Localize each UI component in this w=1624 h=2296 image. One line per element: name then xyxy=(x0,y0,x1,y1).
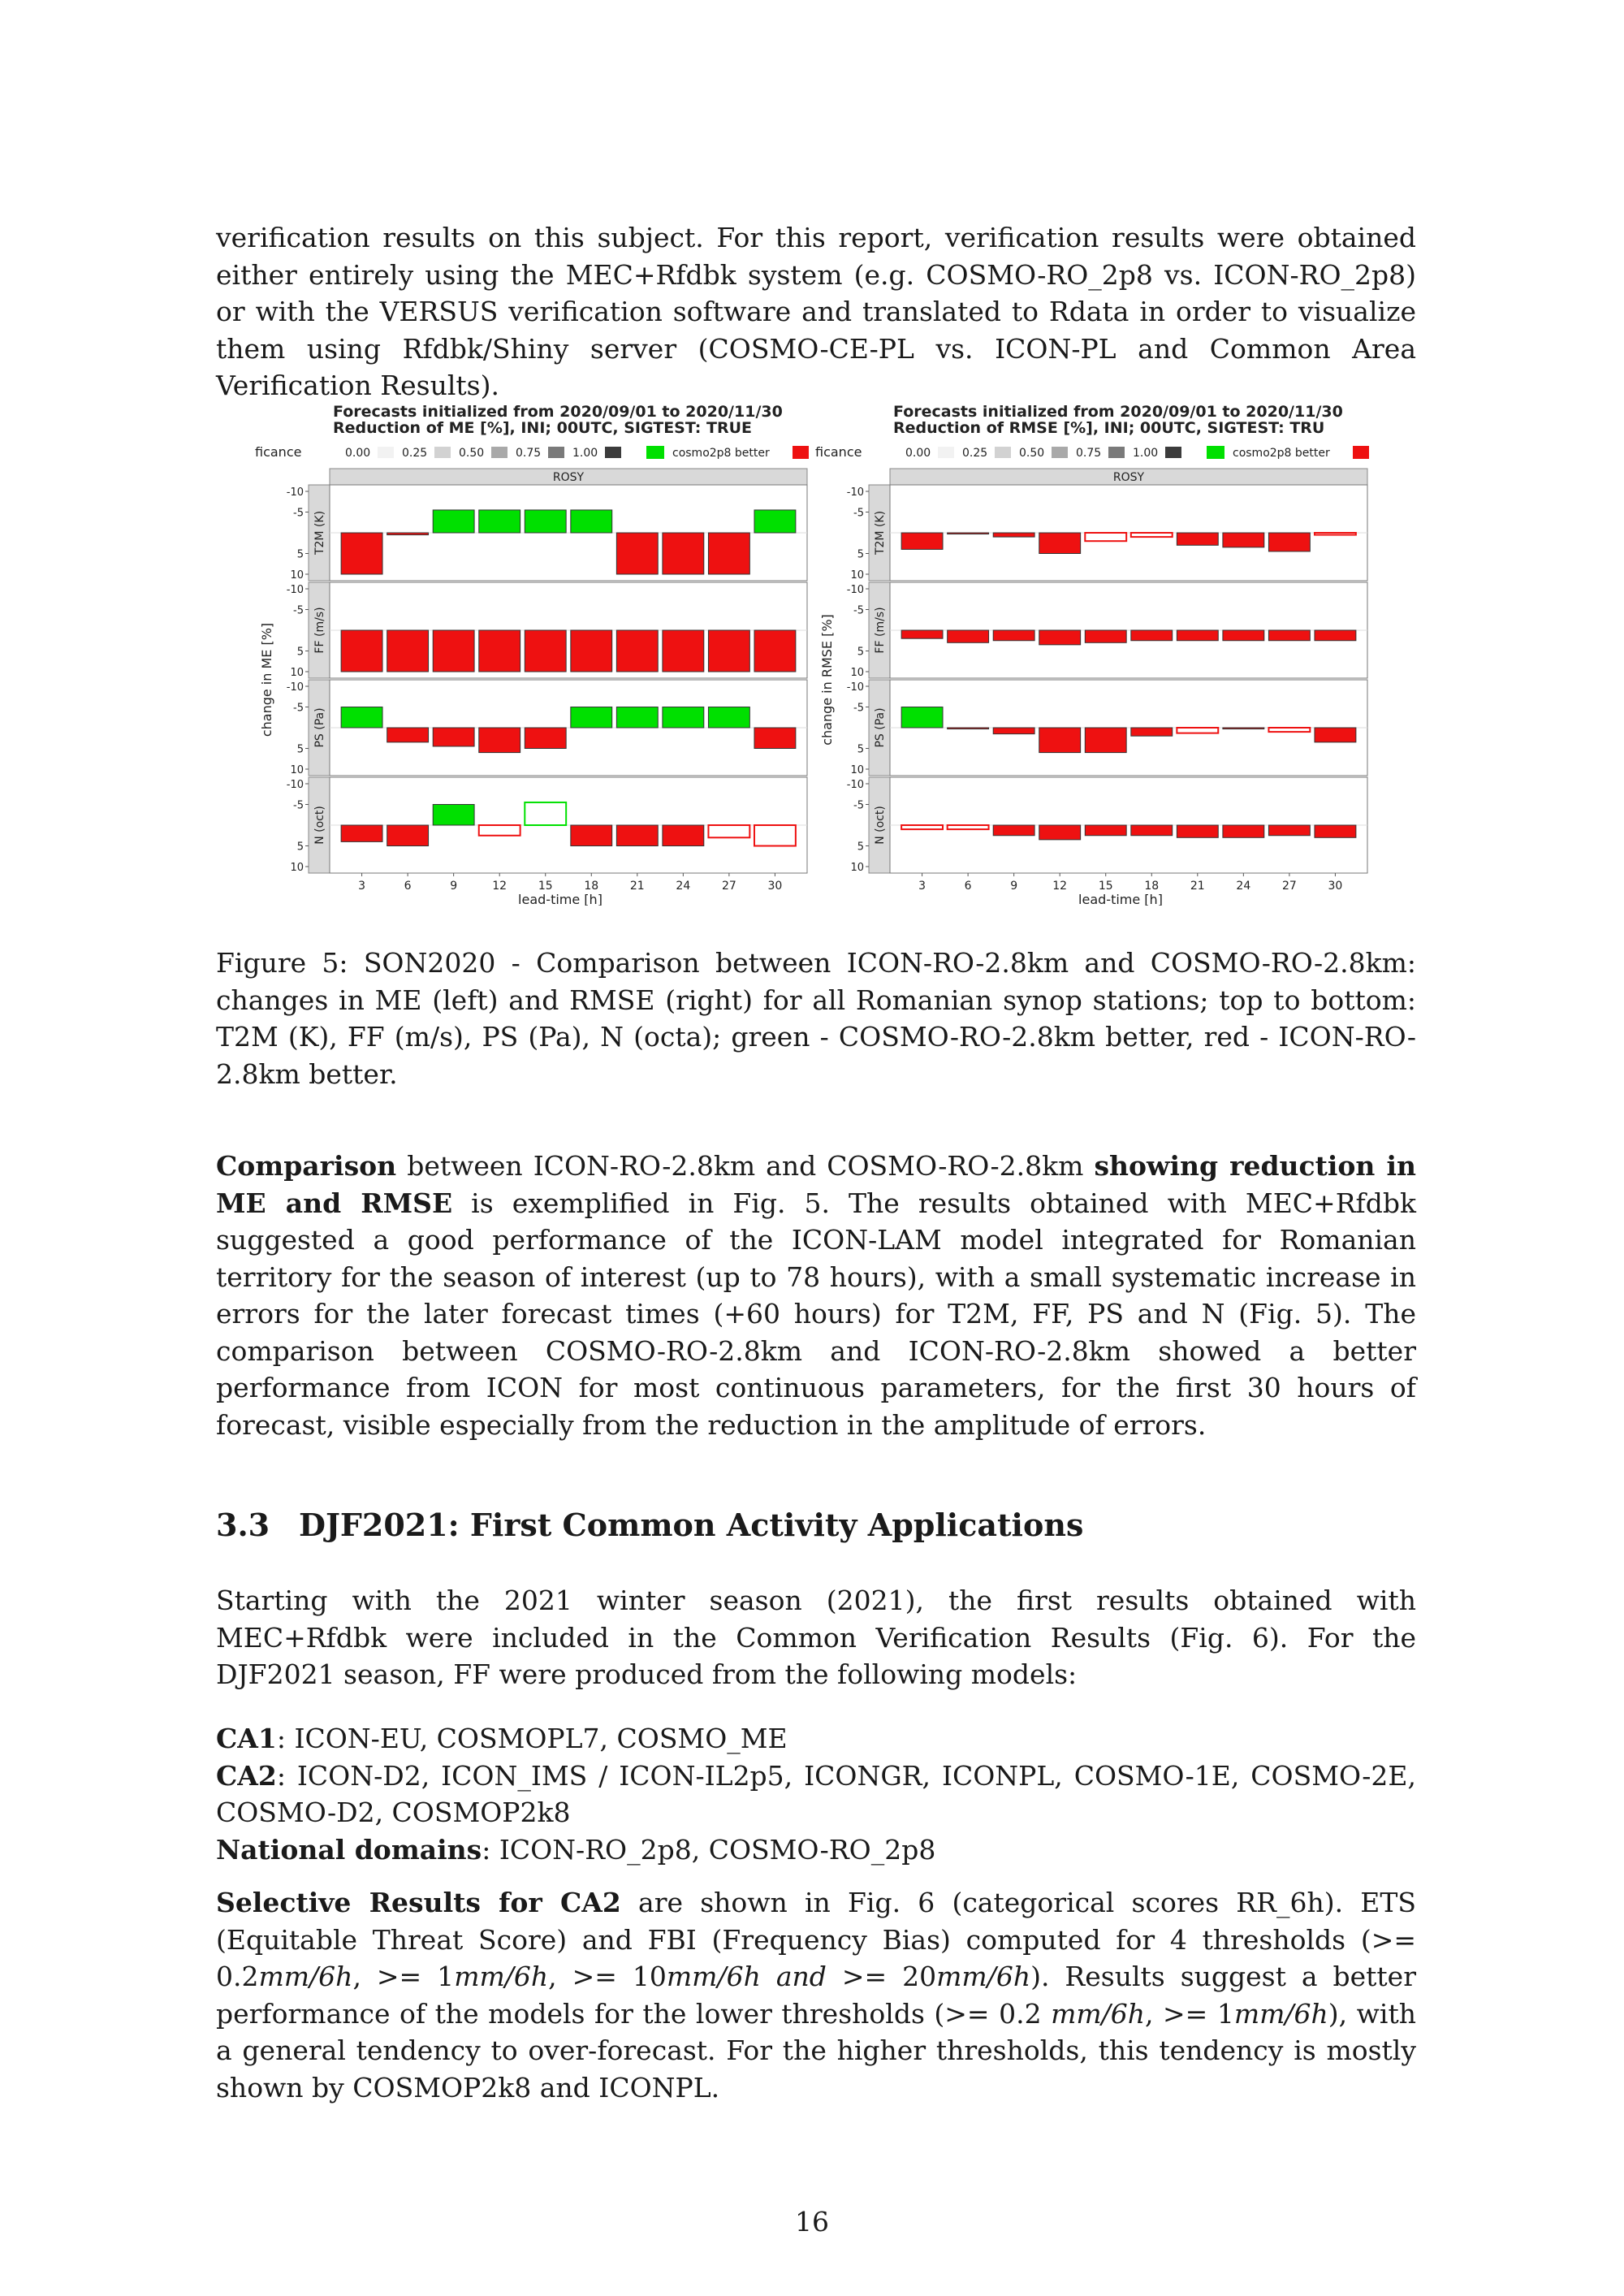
bar xyxy=(571,825,612,846)
bar xyxy=(1268,533,1310,551)
selective-results-paragraph xyxy=(216,1884,1416,2106)
sel-text: , >= 1 xyxy=(352,1961,455,1992)
sel-math: mm/6h xyxy=(258,1961,353,1992)
legend-swatch xyxy=(548,447,564,458)
bar xyxy=(1085,825,1126,836)
legend-value: 0.00 xyxy=(905,447,931,460)
model-list xyxy=(216,1720,1416,1868)
page-number: 16 xyxy=(795,2206,829,2238)
bar xyxy=(663,630,704,672)
legend-green-swatch xyxy=(1207,446,1224,459)
x-axis-label: lead-time [h] xyxy=(1078,892,1163,906)
bar xyxy=(1177,728,1218,733)
bar xyxy=(1268,825,1310,836)
x-tick-label: 12 xyxy=(1052,880,1068,893)
bar xyxy=(433,805,474,826)
x-tick-label: 30 xyxy=(767,880,783,893)
bar xyxy=(1177,630,1218,641)
y-tick-label: -5 xyxy=(853,702,864,715)
legend-swatch xyxy=(1108,447,1125,458)
x-tick-label: 6 xyxy=(964,880,972,893)
legend-red-swatch xyxy=(1353,446,1369,459)
legend-better-label: cosmo2p8 better xyxy=(1233,447,1330,460)
legend-green-swatch xyxy=(646,446,664,459)
comparison-bold-1: Comparison xyxy=(216,1150,397,1182)
y-tick-label: -5 xyxy=(293,507,304,520)
sel-math: mm/6h xyxy=(936,1961,1031,1992)
y-tick-label: 5 xyxy=(296,841,304,854)
x-tick-label: 15 xyxy=(538,880,553,893)
bar xyxy=(616,533,658,574)
bar xyxy=(754,630,796,672)
bar xyxy=(433,510,474,533)
intro-paragraph: verification results on this subject. For this report, verification results were obtained either entirely using the MEC+Rfdbk system (e.g. COSMO-RO_2p8 vs. ICON-RO_2p8) or with the VERSUS verification software and translated to Rdata in order to visualize them using Rfdbk/Shiny server (COSMO-CE-PL vs. ICON-PL and Common Area Verification Results). xyxy=(216,222,1416,401)
bar xyxy=(1039,825,1081,840)
list-text: : ICON-EU, COSMOPL7, COSMO_ME xyxy=(276,1723,788,1754)
sel-text: ), with a general tendency to over-forecast. For the higher thresholds, this tendency is mostly shown by COSMOP2k8 and ICONPL. xyxy=(216,1997,1416,2104)
section-title: DJF2021: First Common Activity Applications xyxy=(299,1507,1084,1543)
y-tick-label: -10 xyxy=(846,486,864,499)
x-tick-label: 3 xyxy=(918,880,926,893)
bar xyxy=(479,825,520,836)
bar xyxy=(433,630,474,672)
rmse-chart xyxy=(812,402,1372,906)
bar xyxy=(901,630,943,638)
legend-value: 0.50 xyxy=(1019,447,1045,460)
chart-title-2: Reduction of RMSE [%], INI; 00UTC, SIGTEST: TRU xyxy=(893,419,1325,437)
legend-swatch xyxy=(938,447,954,458)
x-tick-label: 27 xyxy=(721,880,736,893)
y-tick-label: -5 xyxy=(853,604,864,617)
section-number: 3.3 xyxy=(216,1507,270,1543)
x-tick-label: 12 xyxy=(492,880,508,893)
x-tick-label: 9 xyxy=(1010,880,1018,893)
bar xyxy=(901,825,943,829)
legend-value: 0.75 xyxy=(516,447,542,460)
y-tick-label: 10 xyxy=(290,569,304,582)
y-tick-label: 5 xyxy=(857,548,864,561)
comparison-paragraph xyxy=(216,1148,1416,1443)
legend-value: 1.00 xyxy=(1133,447,1159,460)
bar xyxy=(1039,728,1081,753)
bar xyxy=(571,707,612,729)
bar xyxy=(1085,630,1126,642)
y-tick-label: 10 xyxy=(290,764,304,776)
legend-value: 1.00 xyxy=(572,447,598,460)
bar xyxy=(479,630,520,672)
y-tick-label: -5 xyxy=(293,799,304,812)
x-tick-label: 27 xyxy=(1281,880,1297,893)
bar xyxy=(948,533,989,534)
djf-paragraph: Starting with the 2021 winter season (2021), the first results obtained with MEC+Rfdbk were included in the Common Verification Results (Fig. 6). For the DJF2021 season, FF were produced from the following models: xyxy=(216,1585,1416,1690)
x-tick-label: 3 xyxy=(358,880,366,893)
panel-strip-label: T2M (K) xyxy=(313,510,326,556)
chart-title-1: Forecasts initialized from 2020/09/01 to 2020/11/30 xyxy=(893,403,1343,421)
bar xyxy=(754,510,796,533)
bar xyxy=(479,728,520,753)
panel-strip-label: N (oct) xyxy=(874,806,887,845)
y-tick-label: -10 xyxy=(846,779,864,791)
sel-text: >= 20 xyxy=(826,1961,937,1992)
x-tick-label: 18 xyxy=(584,880,599,893)
legend-swatch xyxy=(995,447,1011,458)
y-axis-label: change in RMSE [%] xyxy=(819,614,835,746)
bar xyxy=(1223,825,1264,837)
bar xyxy=(387,533,429,535)
y-tick-label: 10 xyxy=(290,862,304,874)
legend-swatch xyxy=(378,447,394,458)
bar xyxy=(1085,728,1126,753)
x-tick-label: 6 xyxy=(404,880,412,893)
strip-label: ROSY xyxy=(1112,471,1145,484)
bar xyxy=(341,707,382,729)
y-tick-label: -5 xyxy=(293,702,304,715)
y-tick-label: -10 xyxy=(846,681,864,694)
bar xyxy=(479,510,520,533)
legend-label: ficance xyxy=(255,444,302,460)
strip-label: ROSY xyxy=(552,471,585,484)
sel-text: are shown in Fig. 6 (categorical scores RR_6h). ETS (Equitable Threat Score) and FBI (Frequency Bias) computed for 4 thresholds (>= 0.2 xyxy=(216,1887,1417,1992)
y-tick-label: 10 xyxy=(850,862,864,874)
panel-strip-label: FF (m/s) xyxy=(313,607,326,654)
bar xyxy=(1085,533,1126,541)
y-tick-label: 5 xyxy=(296,743,304,756)
bar xyxy=(708,630,749,672)
legend-value: 0.25 xyxy=(402,447,428,460)
bar xyxy=(663,825,704,846)
sel-math: mm/6h xyxy=(454,1961,549,1992)
legend-swatch xyxy=(491,447,508,458)
chart-title-2: Reduction of ME [%], INI; 00UTC, SIGTEST: TRUE xyxy=(333,419,752,437)
bar xyxy=(993,630,1034,641)
list-label: CA2 xyxy=(216,1759,277,1792)
legend-swatch xyxy=(1165,447,1181,458)
bar xyxy=(525,510,566,533)
y-tick-label: 5 xyxy=(857,646,864,659)
y-tick-label: -10 xyxy=(286,681,304,694)
sel-text: , >= 10 xyxy=(548,1961,667,1992)
panel-strip-label: T2M (K) xyxy=(874,510,887,556)
bar xyxy=(948,728,989,729)
y-tick-label: 5 xyxy=(296,548,304,561)
legend-value: 0.75 xyxy=(1076,447,1102,460)
bar xyxy=(1039,533,1081,554)
y-tick-label: -10 xyxy=(286,486,304,499)
panel-strip-label: PS (Pa) xyxy=(874,707,887,748)
bar xyxy=(525,728,566,749)
list-item xyxy=(216,1831,1416,1869)
list-text: : ICON-D2, ICON_IMS / ICON-IL2p5, ICONGR, ICONPL, COSMO-1E, COSMO-2E, COSMO-D2, COSMOP2k8 xyxy=(216,1759,1416,1828)
y-tick-label: 10 xyxy=(290,667,304,679)
bar xyxy=(948,630,989,642)
legend-red-swatch xyxy=(793,446,809,459)
y-tick-label: -10 xyxy=(846,584,864,596)
sel-math: mm/6h xyxy=(1051,1997,1146,2030)
bar xyxy=(387,630,429,672)
bar xyxy=(616,630,658,672)
y-tick-label: -5 xyxy=(853,799,864,812)
y-tick-label: -5 xyxy=(853,507,864,520)
bar xyxy=(754,728,796,749)
bar xyxy=(387,728,429,742)
bar xyxy=(993,825,1034,836)
bar xyxy=(1177,533,1218,545)
panel-strip-label: N (oct) xyxy=(313,806,326,845)
x-tick-label: 21 xyxy=(1190,880,1205,893)
bar xyxy=(1315,728,1356,742)
y-tick-label: 5 xyxy=(296,646,304,659)
bar xyxy=(433,728,474,746)
bar xyxy=(754,825,796,846)
chart-title-1: Forecasts initialized from 2020/09/01 to 2020/11/30 xyxy=(333,403,783,421)
section-heading xyxy=(216,1507,1083,1543)
legend-value: 0.25 xyxy=(962,447,988,460)
bar xyxy=(1315,533,1356,535)
panel-strip-label: FF (m/s) xyxy=(874,607,887,654)
y-tick-label: -10 xyxy=(286,584,304,596)
selective-bold: Selective Results for CA2 xyxy=(216,1887,621,1918)
bar xyxy=(341,533,382,574)
bar xyxy=(571,510,612,533)
bar xyxy=(1223,630,1264,641)
comparison-bold-2: showing reduction in ME and RMSE xyxy=(216,1150,1416,1219)
bar xyxy=(663,707,704,729)
bar xyxy=(616,707,658,729)
bar xyxy=(1131,630,1173,641)
comparison-text-2: is exemplified in Fig. 5. The results obtained with MEC+Rfdbk suggested a good performance of the ICON-LAM model integrated for Romanian territory for the season of interest (up to 78 hours), with a small systematic increase in errors for the later forecast times (+60 hours) for T2M, FF, PS and N (Fig. 5). The comparison between COSMO-RO-2.8km and ICON-RO-2.8km showed a better performance from ICON for most continuous parameters, for the first 30 hours of forecast, visible especially from the reduction in the amplitude of errors. xyxy=(216,1187,1417,1441)
bar xyxy=(708,825,749,837)
bar xyxy=(708,533,749,574)
bar xyxy=(948,825,989,829)
legend-value: 0.50 xyxy=(459,447,485,460)
list-label: CA1 xyxy=(216,1723,277,1754)
legend-value: 0.00 xyxy=(345,447,371,460)
legend-better-label: cosmo2p8 better xyxy=(672,447,770,460)
y-tick-label: 10 xyxy=(850,764,864,776)
bar xyxy=(1223,728,1264,729)
bar xyxy=(901,707,943,729)
bar xyxy=(993,728,1034,734)
sel-math: mm/6h and xyxy=(666,1961,827,1992)
y-tick-label: -5 xyxy=(293,604,304,617)
bar xyxy=(1131,825,1173,836)
bar xyxy=(571,630,612,672)
bar xyxy=(1315,825,1356,837)
x-axis-label: lead-time [h] xyxy=(518,892,603,906)
y-tick-label: 10 xyxy=(850,569,864,582)
bar xyxy=(1131,728,1173,736)
bar xyxy=(993,533,1034,537)
list-item xyxy=(216,1758,1416,1831)
bar xyxy=(1268,728,1310,732)
bar xyxy=(525,802,566,825)
bar xyxy=(708,707,749,729)
y-tick-label: 5 xyxy=(857,743,864,756)
legend-label: ficance xyxy=(815,444,862,460)
me-chart xyxy=(252,402,812,906)
x-tick-label: 15 xyxy=(1098,880,1113,893)
sel-math: mm/6h xyxy=(1233,1997,1328,2030)
legend-swatch xyxy=(1052,447,1068,458)
list-text: : ICON-RO_2p8, COSMO-RO_2p8 xyxy=(482,1833,936,1866)
bar xyxy=(663,533,704,574)
list-item xyxy=(216,1720,1416,1758)
x-tick-label: 30 xyxy=(1328,880,1343,893)
bar xyxy=(1131,533,1173,537)
legend-swatch xyxy=(605,447,621,458)
y-tick-label: -10 xyxy=(286,779,304,791)
x-tick-label: 21 xyxy=(629,880,645,893)
figure-caption: Figure 5: SON2020 - Comparison between ICON-RO-2.8km and COSMO-RO-2.8km: changes in ME (left) and RMSE (right) for all Romanian synop stations; top to bottom: T2M (K), FF (m/s), PS (Pa), N (octa); green - COSMO-RO-2.8km better, red - ICON-RO-2.8km better. xyxy=(216,947,1416,1090)
legend-swatch xyxy=(434,447,451,458)
bar xyxy=(1315,630,1356,641)
list-label: National domains xyxy=(216,1833,482,1866)
panel-strip-label: PS (Pa) xyxy=(313,707,326,748)
bar xyxy=(525,630,566,672)
bar xyxy=(1268,630,1310,641)
bar xyxy=(901,533,943,549)
sel-text: , >= 1 xyxy=(1145,1997,1234,2030)
bar xyxy=(616,825,658,846)
sel-text: ). Results suggest a better performance of the models for the lower thresholds (>= 0.2 xyxy=(216,1961,1416,2030)
figure-5 xyxy=(252,402,1372,906)
x-tick-label: 24 xyxy=(676,880,691,893)
y-tick-label: 10 xyxy=(850,667,864,679)
y-axis-label: change in ME [%] xyxy=(259,622,274,737)
bar xyxy=(1177,825,1218,837)
bar xyxy=(341,825,382,841)
x-tick-label: 9 xyxy=(450,880,458,893)
bar xyxy=(341,630,382,672)
bar xyxy=(387,825,429,846)
x-tick-label: 24 xyxy=(1236,880,1251,893)
bar xyxy=(1039,630,1081,645)
y-tick-label: 5 xyxy=(857,841,864,854)
bar xyxy=(1223,533,1264,547)
x-tick-label: 18 xyxy=(1144,880,1160,893)
comparison-text-1: between ICON-RO-2.8km and COSMO-RO-2.8km xyxy=(396,1150,1095,1182)
